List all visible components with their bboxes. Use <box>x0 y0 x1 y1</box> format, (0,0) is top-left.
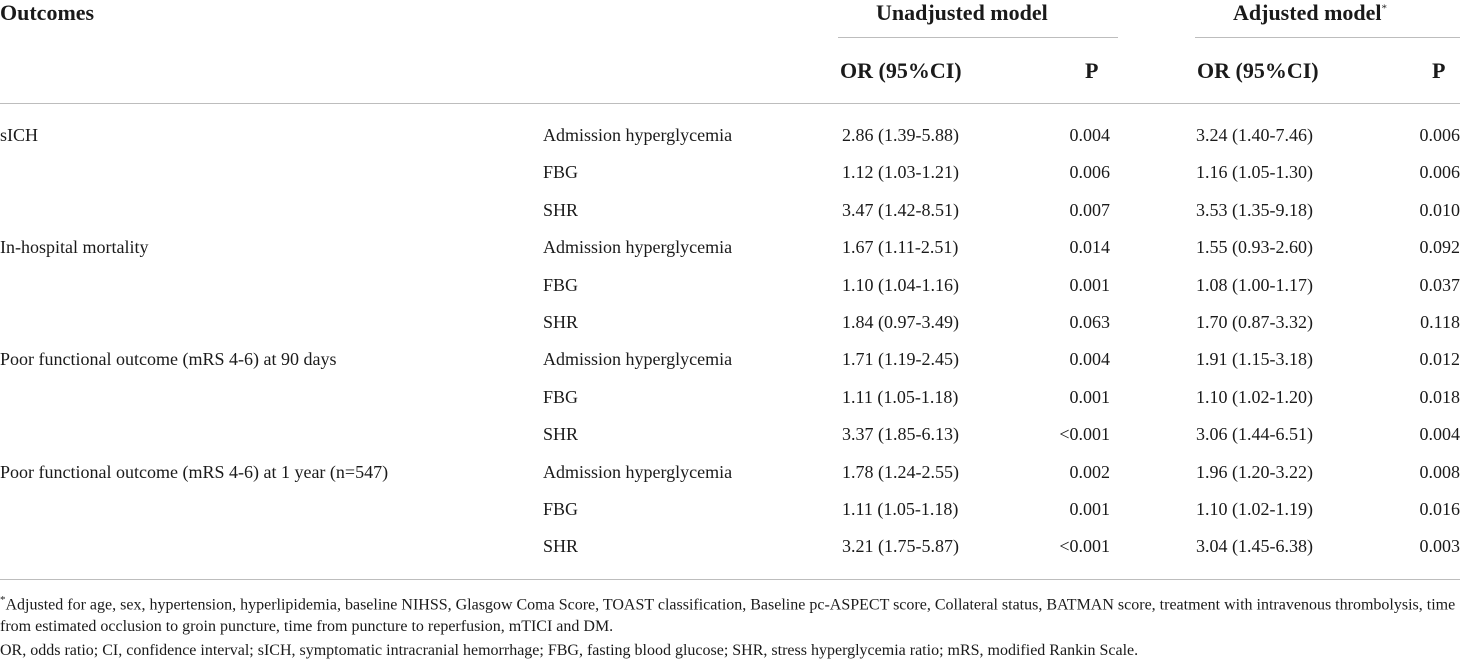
predictor-label: FBG <box>543 386 579 407</box>
header-adjusted-label: Adjusted model <box>1233 0 1382 25</box>
adjusted-or-value: 1.55 (0.93-2.60) <box>1196 237 1313 258</box>
unadjusted-p-value: <0.001 <box>1059 536 1110 557</box>
unadjusted-or-value: 1.67 (1.11-2.51) <box>842 237 959 258</box>
adjusted-p-value: 0.018 <box>1419 386 1460 407</box>
unadjusted-p-value: 0.001 <box>1069 499 1110 519</box>
unadjusted-p-value: 0.001 <box>1069 274 1110 295</box>
header-unadjusted-label: Unadjusted model <box>876 0 1048 25</box>
predictor-label: Admission hyperglycemia <box>543 461 733 482</box>
header-unadjusted-or: OR (95%CI) <box>840 58 962 83</box>
unadjusted-or-value: 3.47 (1.42-8.51) <box>842 199 959 220</box>
unadjusted-or-value: 3.37 (1.85-6.13) <box>842 424 959 445</box>
predictor-label: SHR <box>543 536 579 557</box>
footnote-adjusted-text: Adjusted for age, sex, hypertension, hyperlipidemia, baseline NIHSS, Glasgow Coma Score, TOAST classification, Baseline pc-ASPECT score, Collateral status, BATMAN score, treatment with intravenous thrombolysis, time from estimated occlusion to groin puncture, time from puncture to reperfusion, mTICI and DM. <box>0 596 1456 636</box>
adjusted-or-value: 3.24 (1.40-7.46) <box>1196 125 1313 145</box>
adjusted-p-value: 0.003 <box>1419 536 1460 557</box>
predictor-label: Admission hyperglycemia <box>543 125 733 145</box>
unadjusted-p-value: 0.001 <box>1069 386 1110 407</box>
table-bottom-rule <box>0 579 1460 580</box>
outcome-label: sICH <box>0 125 39 145</box>
outcome-label: In-hospital mortality <box>0 237 149 258</box>
outcome-label: Poor functional outcome (mRS 4-6) at 1 year (n=547) <box>0 461 389 482</box>
predictor-label: FBG <box>543 162 579 183</box>
unadjusted-p-value: 0.004 <box>1069 349 1110 370</box>
adjusted-or-value: 1.10 (1.02-1.19) <box>1196 499 1313 519</box>
adjusted-p-value: 0.092 <box>1419 237 1460 258</box>
header-adjusted-marker: * <box>1381 2 1388 15</box>
adjusted-or-value: 3.06 (1.44-6.51) <box>1196 424 1313 445</box>
predictor-label: FBG <box>543 274 579 295</box>
adjusted-underline <box>1195 37 1460 38</box>
predictor-label: SHR <box>543 312 579 332</box>
unadjusted-or-value: 1.11 (1.05-1.18) <box>842 499 959 519</box>
unadjusted-underline <box>838 37 1118 38</box>
adjusted-or-value: 1.08 (1.00-1.17) <box>1196 274 1313 295</box>
unadjusted-p-value: <0.001 <box>1059 424 1110 445</box>
adjusted-or-value: 3.04 (1.45-6.38) <box>1196 536 1313 557</box>
predictor-label: Admission hyperglycemia <box>543 237 733 258</box>
adjusted-p-value: 0.010 <box>1419 199 1460 220</box>
outcome-label: Poor functional outcome (mRS 4-6) at 90 days <box>0 349 337 370</box>
header-adjusted-or: OR (95%CI) <box>1197 58 1319 83</box>
adjusted-p-value: 0.037 <box>1419 274 1460 295</box>
predictor-label: SHR <box>543 199 579 220</box>
adjusted-p-value: 0.118 <box>1420 312 1460 332</box>
header-unadjusted-model <box>876 0 1048 26</box>
unadjusted-or-value: 1.11 (1.05-1.18) <box>842 386 959 407</box>
adjusted-p-value: 0.016 <box>1419 499 1460 519</box>
unadjusted-p-value: 0.004 <box>1069 125 1110 145</box>
unadjusted-p-value: 0.014 <box>1069 237 1110 258</box>
footnote-adjusted <box>0 589 1460 638</box>
unadjusted-or-value: 3.21 (1.75-5.87) <box>842 536 959 557</box>
adjusted-or-value: 3.53 (1.35-9.18) <box>1196 199 1313 220</box>
header-bottom-rule <box>0 103 1460 104</box>
adjusted-or-value: 1.91 (1.15-3.18) <box>1196 349 1313 370</box>
header-adjusted-p: P <box>1432 58 1446 83</box>
adjusted-p-value: 0.008 <box>1419 461 1460 482</box>
unadjusted-or-value: 2.86 (1.39-5.88) <box>842 125 959 145</box>
unadjusted-or-value: 1.10 (1.04-1.16) <box>842 274 959 295</box>
unadjusted-p-value: 0.007 <box>1069 199 1110 220</box>
predictor-label: Admission hyperglycemia <box>543 349 733 370</box>
adjusted-p-value: 0.006 <box>1419 125 1460 145</box>
unadjusted-or-value: 1.71 (1.19-2.45) <box>842 349 959 370</box>
adjusted-p-value: 0.006 <box>1419 162 1460 183</box>
unadjusted-or-value: 1.78 (1.24-2.55) <box>842 461 959 482</box>
header-outcomes: Outcomes <box>0 0 95 25</box>
unadjusted-or-value: 1.12 (1.03-1.21) <box>842 162 959 183</box>
footnote-abbreviations: OR, odds ratio; CI, confidence interval; sICH, symptomatic intracranial hemorrhage; FBG, fasting blood glucose; SHR, stress hyperglycemia ratio; mRS, modified Rankin Scale. <box>0 642 1139 659</box>
header-adjusted-model <box>1233 0 1387 26</box>
unadjusted-p-value: 0.002 <box>1069 461 1110 482</box>
unadjusted-p-value: 0.063 <box>1069 312 1110 332</box>
adjusted-or-value: 1.16 (1.05-1.30) <box>1196 162 1313 183</box>
adjusted-p-value: 0.012 <box>1419 349 1460 370</box>
adjusted-p-value: 0.004 <box>1419 424 1460 445</box>
unadjusted-or-value: 1.84 (0.97-3.49) <box>842 312 959 332</box>
adjusted-or-value: 1.96 (1.20-3.22) <box>1196 461 1313 482</box>
footnote-marker: * <box>0 594 6 606</box>
unadjusted-p-value: 0.006 <box>1069 162 1110 183</box>
predictor-label: SHR <box>543 424 579 445</box>
predictor-label: FBG <box>543 499 579 519</box>
adjusted-or-value: 1.70 (0.87-3.32) <box>1196 312 1313 332</box>
adjusted-or-value: 1.10 (1.02-1.20) <box>1196 386 1313 407</box>
header-unadjusted-p: P <box>1085 58 1099 83</box>
